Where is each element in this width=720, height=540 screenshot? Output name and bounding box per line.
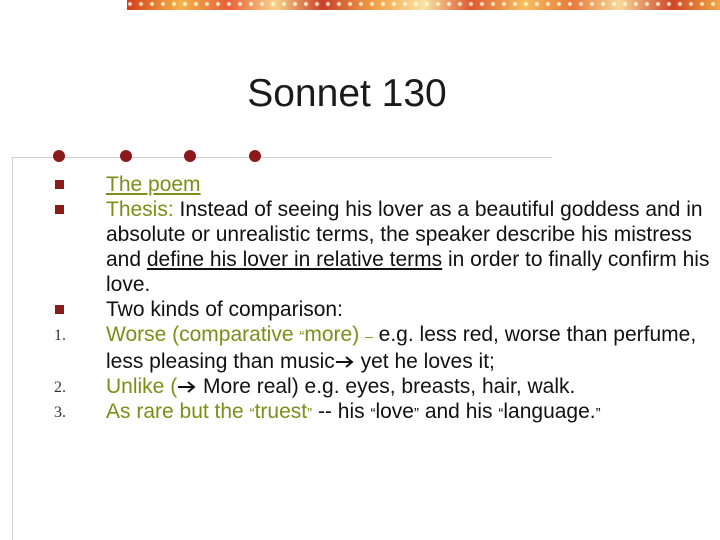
rule-dot <box>120 150 132 162</box>
list-bullet <box>54 172 94 197</box>
list-item-text: Two kinds of comparison: <box>106 298 343 321</box>
thesis-underlined: define his lover in relative terms <box>146 248 443 271</box>
word-language: language. <box>503 400 596 423</box>
close-quote: ” <box>307 405 313 422</box>
worse-label: Worse (comparative <box>106 323 300 346</box>
right-arrow-icon <box>335 355 355 369</box>
rare-label: As rare but the <box>106 400 250 423</box>
rare-text-2: and his <box>418 400 499 423</box>
list-number: 2. <box>54 379 66 396</box>
list-item <box>54 172 718 197</box>
worse-label-end: more) <box>304 323 366 346</box>
rule-dot <box>184 150 196 162</box>
en-dash: – <box>365 328 373 344</box>
rule-dot <box>53 150 65 162</box>
open-quote: “ <box>299 328 305 345</box>
list-bullet <box>54 297 94 322</box>
list-item <box>54 399 718 426</box>
worse-text: e.g. less red, worse than perfume, less pleasing than music <box>106 323 697 373</box>
unlike-label: Unlike ( <box>106 375 178 398</box>
decorative-banner-pattern <box>127 0 720 10</box>
list-item <box>54 197 718 297</box>
open-quote: “ <box>498 405 504 422</box>
worse-text-end: yet he loves it; <box>354 350 495 373</box>
rare-text: -- his <box>312 400 371 423</box>
list-item <box>54 374 718 399</box>
slide-title: Sonnet 130 <box>247 72 447 115</box>
right-arrow-icon <box>177 380 197 394</box>
word-truest: truest <box>254 400 308 423</box>
list-item <box>54 322 718 374</box>
title-rule <box>12 157 552 158</box>
list-number: 1. <box>54 327 66 344</box>
open-quote: “ <box>370 405 376 422</box>
unlike-text: More real) e.g. eyes, breasts, hair, walk. <box>197 375 576 398</box>
rule-dot <box>249 150 261 162</box>
slide-body <box>54 172 718 426</box>
left-rule <box>12 157 13 540</box>
open-quote: “ <box>249 405 255 422</box>
close-quote: ” <box>595 405 601 422</box>
list-bullet <box>54 197 94 222</box>
thesis-text-end: in order to finally confirm his love. <box>106 248 710 296</box>
close-quote: ” <box>413 405 419 422</box>
word-love: love <box>375 400 414 423</box>
thesis-label: Thesis: <box>106 198 174 221</box>
list-number: 3. <box>54 404 66 421</box>
thesis-text: Instead of seeing his lover as a beautiful goddess and in absolute or unrealistic terms, the speaker describe his mistress and <box>106 198 703 271</box>
list-item <box>54 297 718 322</box>
link-the-poem[interactable]: The poem <box>106 173 201 196</box>
